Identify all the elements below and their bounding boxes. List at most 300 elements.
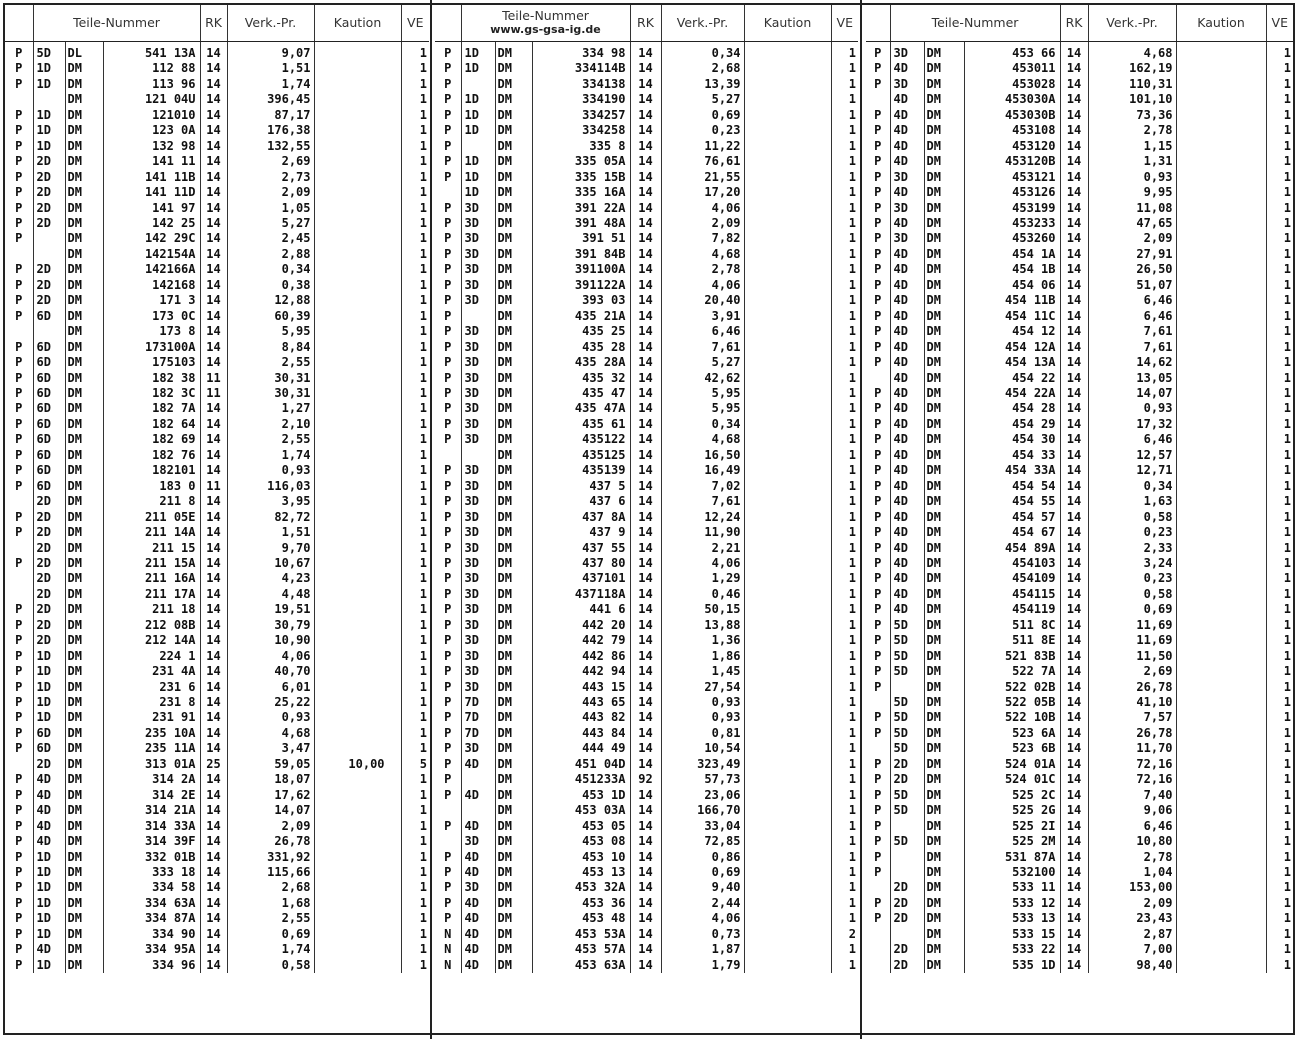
rk-cell: 14 [630,355,661,370]
model-cell: DM [924,77,964,92]
group-cell: 4D [890,278,924,293]
prefix-cell [866,958,890,973]
ve-cell: 1 [1283,525,1292,540]
model-cell: DM [65,680,103,695]
price-cell: 14,07 [227,803,314,818]
group-cell: 2D [33,154,65,169]
price-cell: 115,66 [227,865,314,880]
price-cell: 2,55 [227,355,314,370]
part-number-cell: 435 28A [532,355,630,370]
part-number-cell: 533 12 [964,896,1060,911]
price-cell: 132,55 [227,139,314,154]
table-row [866,680,1293,695]
group-cell: 1D [33,850,65,865]
deposit-cell [314,92,401,107]
part-number-cell: 211 15 [103,541,200,556]
ve-cell: 1 [1283,246,1292,261]
prefix-cell: P [5,371,33,386]
deposit-cell [314,494,401,509]
prefix-cell: P [5,170,33,185]
rk-cell: 14 [630,618,661,633]
deposit-cell [1176,911,1266,926]
ve-cell: 1 [419,76,428,91]
part-number-cell: 437 5 [532,479,630,494]
group-cell: 4D [890,216,924,231]
table-row [435,726,858,741]
table-row [5,602,429,617]
model-cell: DM [924,371,964,386]
model-cell: DM [495,432,532,447]
ve-cell: 1 [848,617,856,632]
part-number-cell: 443 15 [532,680,630,695]
group-cell [461,772,495,787]
prefix-cell [5,541,33,556]
deposit-cell [744,278,831,293]
part-number-cell: 334 98 [532,42,630,62]
group-cell: 5D [890,664,924,679]
price-cell: 1,74 [227,448,314,463]
group-cell: 2D [890,958,924,973]
table-row [435,42,858,62]
group-cell: 3D [461,293,495,308]
price-cell: 110,31 [1088,77,1176,92]
prefix-cell: P [866,340,890,355]
deposit-cell [744,123,831,138]
deposit-cell [314,680,401,695]
deposit-cell [744,154,831,169]
group-cell: 3D [461,401,495,416]
model-cell: DM [495,850,532,865]
rk-cell: 14 [1060,448,1088,463]
table-row [866,262,1293,277]
group-cell: 2D [33,618,65,633]
prefix-cell: P [5,850,33,865]
price-cell: 11,08 [1088,201,1176,216]
price-cell: 2,78 [1088,123,1176,138]
ve-cell: 1 [848,385,856,400]
deposit-cell [1176,401,1266,416]
part-number-cell: 453108 [964,123,1060,138]
model-cell: DM [495,216,532,231]
prefix-cell: P [435,865,461,880]
price-cell: 7,61 [1088,340,1176,355]
part-number-cell: 435 25 [532,324,630,339]
group-cell [33,231,65,246]
prefix-cell: P [435,324,461,339]
ve-cell: 1 [848,138,856,153]
price-cell: 0,93 [661,695,744,710]
rk-cell: 14 [200,278,227,293]
deposit-cell [1176,788,1266,803]
part-number-cell: 511 8C [964,618,1060,633]
table-row [5,896,429,911]
model-cell: DM [495,278,532,293]
group-cell: 4D [890,355,924,370]
part-number-cell: 453 48 [532,911,630,926]
group-cell: 2D [33,262,65,277]
rk-cell: 14 [630,587,661,602]
price-cell: 0,34 [1088,479,1176,494]
ve-cell: 1 [848,772,856,787]
rk-cell: 14 [1060,618,1088,633]
table-row [5,262,429,277]
table-row [5,741,429,756]
prefix-cell: P [866,633,890,648]
prefix-cell: P [435,278,461,293]
group-cell: 7D [461,695,495,710]
prefix-cell: P [435,432,461,447]
rk-cell: 14 [630,371,661,386]
deposit-cell [744,587,831,602]
table-row [435,911,858,926]
prefix-cell: P [866,61,890,76]
ve-cell: 1 [419,324,428,339]
ve-cell: 1 [419,92,428,107]
model-cell: DM [495,463,532,478]
ve-cell: 1 [419,509,428,524]
price-cell: 19,51 [227,602,314,617]
part-number-cell: 334 87A [103,911,200,926]
model-cell: DM [65,880,103,895]
rk-cell: 14 [1060,278,1088,293]
part-number-cell: 391 48A [532,216,630,231]
prefix-cell: P [435,309,461,324]
prefix-cell: P [435,355,461,370]
part-number-cell: 453011 [964,61,1060,76]
table-row [5,803,429,818]
model-cell: DM [924,42,964,62]
group-cell: 6D [33,340,65,355]
price-cell: 101,10 [1088,92,1176,107]
rk-cell: 14 [200,525,227,540]
deposit-cell [744,77,831,92]
model-cell: DM [65,386,103,401]
deposit-cell [744,726,831,741]
part-number-cell: 211 18 [103,602,200,617]
table-row [5,587,429,602]
rk-cell: 14 [200,710,227,725]
rk-cell: 14 [1060,309,1088,324]
deposit-cell [1176,834,1266,849]
part-number-cell: 454 13A [964,355,1060,370]
part-number-cell: 454 1B [964,262,1060,277]
part-number-cell: 443 82 [532,710,630,725]
group-cell: 3D [461,834,495,849]
part-number-cell: 533 11 [964,880,1060,895]
rk-cell: 14 [1060,896,1088,911]
model-cell: DM [495,170,532,185]
model-cell: DM [65,185,103,200]
table-row [435,77,858,92]
prefix-cell: P [5,231,33,246]
group-cell: 6D [33,401,65,416]
price-cell: 1,31 [1088,154,1176,169]
part-number-cell: 454 11C [964,309,1060,324]
part-number-cell: 454 30 [964,432,1060,447]
rk-cell: 14 [1060,602,1088,617]
prefix-cell: P [866,587,890,602]
part-number-cell: 182101 [103,463,200,478]
prefix-cell: P [5,911,33,926]
model-cell: DM [924,556,964,571]
deposit-cell [314,664,401,679]
price-cell: 396,45 [227,92,314,107]
prefix-cell: P [435,880,461,895]
prefix-cell: P [866,123,890,138]
deposit-cell [744,772,831,787]
prefix-cell [5,92,33,107]
model-cell: DM [924,911,964,926]
group-cell: 4D [890,340,924,355]
group-cell [461,139,495,154]
part-number-cell: 437 55 [532,541,630,556]
rk-cell: 14 [200,942,227,957]
prefix-cell: P [435,262,461,277]
group-cell [33,324,65,339]
deposit-cell [1176,587,1266,602]
rk-cell: 14 [1060,726,1088,741]
part-number-cell: 391100A [532,262,630,277]
table-row [435,664,858,679]
model-cell: DM [924,927,964,942]
rk-cell: 14 [630,463,661,478]
rk-cell: 14 [1060,324,1088,339]
deposit-cell [314,61,401,76]
part-number-cell: 453 53A [532,927,630,942]
deposit-cell [1176,154,1266,169]
deposit-cell [314,602,401,617]
prefix-cell [5,571,33,586]
model-cell: DM [924,201,964,216]
table-row [866,541,1293,556]
part-number-cell: 442 20 [532,618,630,633]
price-cell: 4,06 [661,278,744,293]
model-cell: DM [495,880,532,895]
part-number-cell: 435 28 [532,340,630,355]
model-cell: DM [924,695,964,710]
rk-cell: 14 [200,247,227,262]
table-row [435,123,858,138]
deposit-cell [314,942,401,957]
rk-cell: 14 [630,819,661,834]
prefix-cell: P [866,77,890,92]
deposit-cell [1176,494,1266,509]
price-cell: 0,86 [661,850,744,865]
ve-cell: 1 [1283,262,1292,277]
table-row [866,386,1293,401]
model-cell: DM [495,865,532,880]
part-number-cell: 435 47A [532,401,630,416]
model-cell: DM [924,92,964,107]
prefix-cell: P [5,819,33,834]
deposit-cell [314,108,401,123]
table-row [5,247,429,262]
price-cell: 30,31 [227,371,314,386]
price-cell: 0,93 [1088,401,1176,416]
price-cell: 4,06 [661,556,744,571]
group-cell: 3D [461,262,495,277]
part-number-cell: 211 16A [103,571,200,586]
deposit-cell [1176,710,1266,725]
deposit-cell [314,695,401,710]
group-cell: 4D [890,185,924,200]
price-cell: 6,46 [661,324,744,339]
prefix-cell: P [435,618,461,633]
model-cell: DM [65,309,103,324]
price-cell: 1,51 [227,525,314,540]
part-number-cell: 437101 [532,571,630,586]
model-cell: DM [924,880,964,895]
table-row [5,865,429,880]
table-row [866,942,1293,957]
price-cell: 25,22 [227,695,314,710]
part-number-cell: 454 22 [964,371,1060,386]
ve-cell: 1 [1283,123,1292,138]
group-cell: 5D [890,618,924,633]
prefix-cell: P [5,386,33,401]
model-cell: DM [924,463,964,478]
table-row [866,633,1293,648]
prefix-cell: P [5,108,33,123]
prefix-cell: P [866,911,890,926]
prefix-cell: P [866,525,890,540]
part-number-cell: 454103 [964,556,1060,571]
prefix-cell: P [435,170,461,185]
group-cell: 2D [33,278,65,293]
table-row [866,525,1293,540]
part-number-cell: 453 05 [532,819,630,834]
model-cell: DM [495,618,532,633]
price-cell: 2,09 [227,819,314,834]
deposit-cell [1176,324,1266,339]
group-cell: 2D [33,571,65,586]
price-cell: 13,05 [1088,371,1176,386]
table-row [5,880,429,895]
prefix-cell: P [435,77,461,92]
table-row [435,92,858,107]
table-row [5,479,429,494]
rk-cell: 14 [200,958,227,973]
group-cell: 4D [890,262,924,277]
deposit-cell [744,417,831,432]
model-cell: DM [495,803,532,818]
part-number-cell: 435139 [532,463,630,478]
deposit-cell [744,958,831,973]
group-cell: 1D [461,61,495,76]
part-number-cell: 391 22A [532,201,630,216]
table-row [435,772,858,787]
price-cell: 9,70 [227,541,314,556]
group-cell: 6D [33,479,65,494]
deposit-cell [314,741,401,756]
deposit-cell [1176,680,1266,695]
table-row [5,819,429,834]
table-row [435,247,858,262]
prefix-cell: P [435,541,461,556]
deposit-cell [1176,880,1266,895]
part-number-cell: 391 51 [532,231,630,246]
table-row [435,788,858,803]
model-cell: DM [924,587,964,602]
deposit-cell [314,587,401,602]
part-number-cell: 435 61 [532,417,630,432]
table-row [866,139,1293,154]
price-cell: 153,00 [1088,880,1176,895]
prefix-cell: P [435,649,461,664]
group-cell: 2D [890,911,924,926]
model-cell: DM [924,942,964,957]
ve-cell: 1 [1283,92,1292,107]
group-cell: 4D [890,154,924,169]
ve-cell: 1 [1283,308,1292,323]
group-cell: 3D [461,741,495,756]
deposit-cell [1176,865,1266,880]
part-number-cell: 454 06 [964,278,1060,293]
table-row [866,201,1293,216]
deposit-cell [1176,278,1266,293]
deposit-cell [314,633,401,648]
ve-cell: 1 [848,463,856,478]
deposit-cell [1176,432,1266,447]
model-cell: DM [924,602,964,617]
header-rk: RK [630,5,661,42]
table-row [866,61,1293,76]
table-row [435,680,858,695]
price-table-2 [435,5,858,973]
table-row [435,278,858,293]
group-cell: 3D [461,278,495,293]
table-row [5,494,429,509]
ve-cell: 1 [848,633,856,648]
deposit-cell [1176,61,1266,76]
rk-cell: 14 [630,850,661,865]
price-cell: 51,07 [1088,278,1176,293]
model-cell: DM [65,602,103,617]
price-cell: 2,88 [227,247,314,262]
prefix-cell: P [5,680,33,695]
price-cell: 0,34 [227,262,314,277]
model-cell: DM [65,278,103,293]
group-cell: 2D [890,880,924,895]
group-cell: 4D [461,757,495,772]
model-cell: DM [924,479,964,494]
ve-cell: 1 [419,926,428,941]
table-row [5,231,429,246]
part-number-cell: 453199 [964,201,1060,216]
price-cell: 4,68 [661,247,744,262]
header-deposit: Kaution [744,5,831,42]
prefix-cell: P [435,494,461,509]
rk-cell: 14 [200,695,227,710]
header-rk: RK [200,5,227,42]
table-row [866,880,1293,895]
price-cell: 4,06 [661,201,744,216]
ve-cell: 1 [848,478,856,493]
price-cell: 26,50 [1088,262,1176,277]
ve-cell: 1 [848,695,856,710]
ve-cell: 1 [848,61,856,76]
prefix-cell [5,247,33,262]
header-price: Verk.-Pr. [227,5,314,42]
model-cell: DM [495,834,532,849]
part-number-cell: 454 33A [964,463,1060,478]
table-row [5,541,429,556]
prefix-cell: P [866,432,890,447]
part-number-cell: 142 29C [103,231,200,246]
deposit-cell [744,92,831,107]
rk-cell: 14 [200,633,227,648]
prefix-cell: P [5,865,33,880]
